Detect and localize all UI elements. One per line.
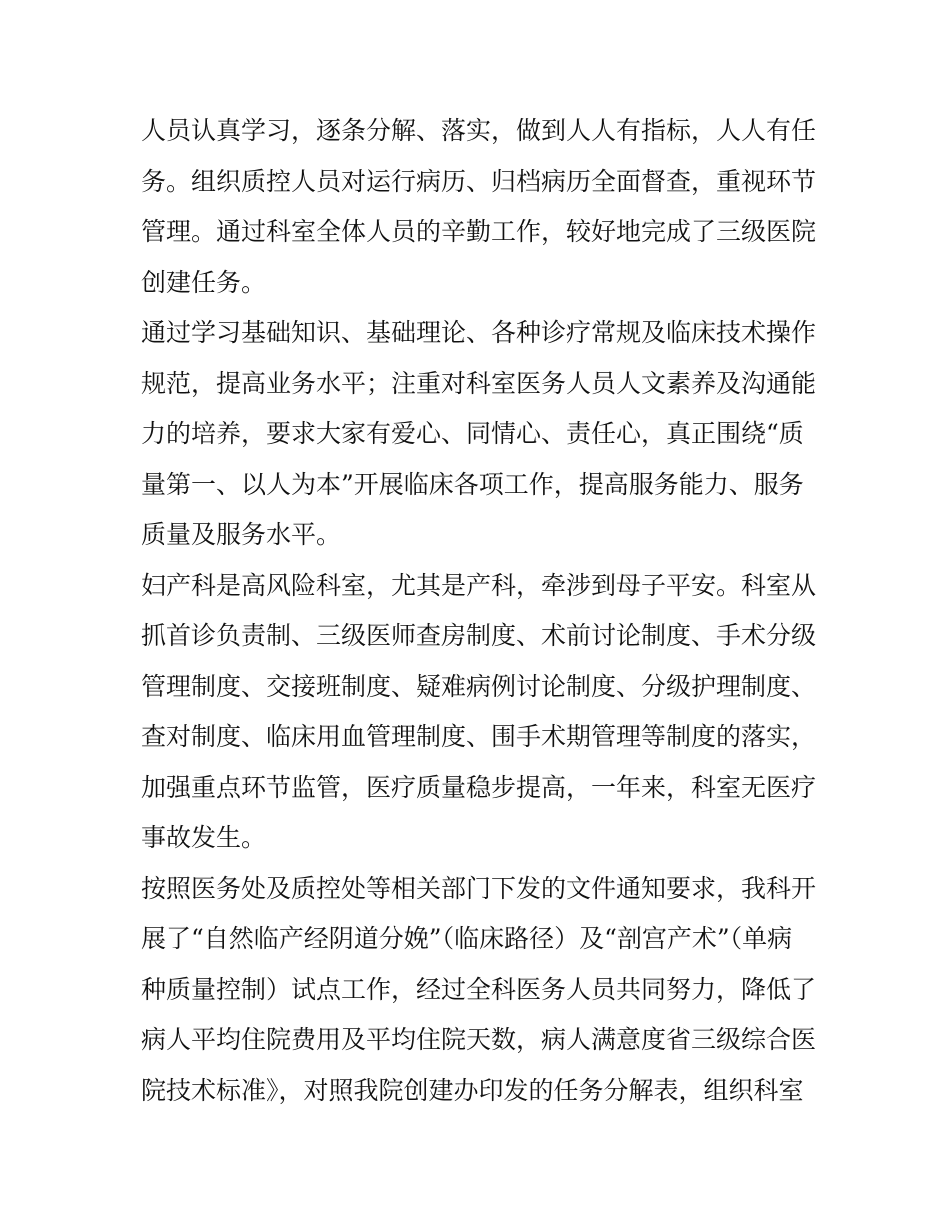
text-line: 管理制度、交接班制度、疑难病例讨论制度、分级护理制度、 [141,671,817,701]
text-line: 查对制度、临床用血管理制度、围手术期管理等制度的落实， [141,722,817,751]
text-line: 事故发生。 [141,823,267,852]
text-line: 创建任务。 [141,267,267,297]
text-line: 务。组织质控人员对运行病历、归档病历全面督查，重视环节 [141,166,817,196]
text-line: 展了“自然临产经阴道分娩”（临床路径）及“剖宫产术”（单病 [141,924,793,953]
text-line: 人员认真学习，逐条分解、落实，做到人人有指标，人人有任 [141,116,817,145]
text-line: 加强重点环节监管，医疗质量稳步提高，一年来，科室无医疗 [141,772,817,802]
text-line: 院技术标准》，对照我院创建办印发的任务分解表，组织科室 [141,1075,804,1105]
document-body [141,106,821,1116]
text-line: 病人平均住院费用及平均住院天数，病人满意度省三级综合医 [141,1025,817,1054]
text-line: 管理。通过科室全体人员的辛勤工作，较好地完成了三级医院 [141,217,817,246]
text-line: 通过学习基础知识、基础理论、各种诊疗常规及临床技术操作 [141,318,817,347]
text-line: 抓首诊负责制、三级医师查房制度、术前讨论制度、手术分级 [141,621,817,650]
text-line: 按照医务处及质控处等相关部门下发的文件通知要求，我科开 [141,873,817,903]
text-line: 种质量控制）试点工作，经过全科医务人员共同努力，降低了 [141,974,817,1004]
text-line: 质量及服务水平。 [141,520,342,549]
text-line: 妇产科是高风险科室，尤其是产科，牵涉到母子平安。科室从 [141,570,817,600]
text-line: 规范，提高业务水平；注重对科室医务人员人文素养及沟通能 [141,368,817,398]
text-line: 量第一、以人为本”开展临床各项工作，提高服务能力、服务 [141,469,804,499]
text-line: 力的培养，要求大家有爱心、同情心、责任心，真正围绕“质 [141,419,804,448]
